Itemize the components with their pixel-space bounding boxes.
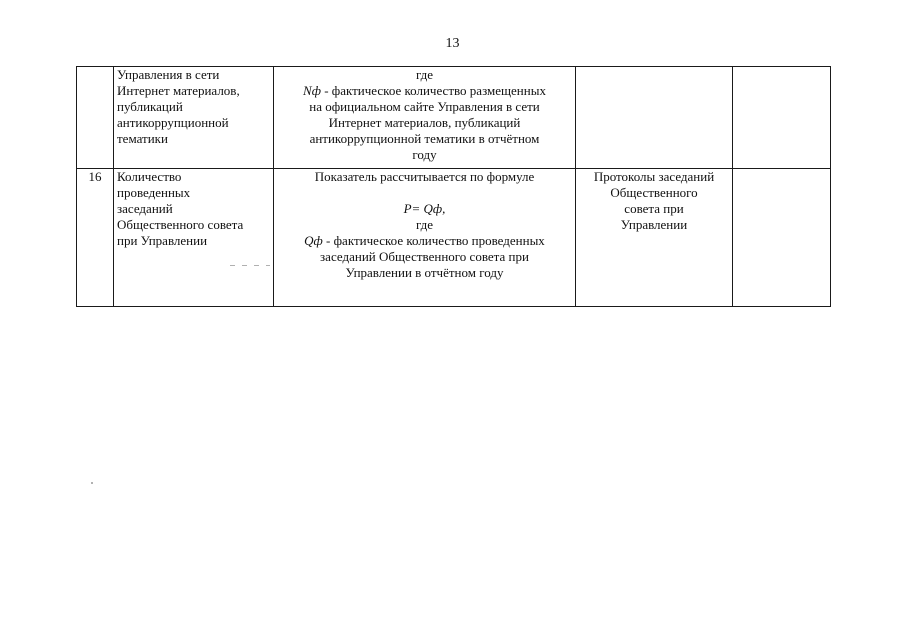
source-cell bbox=[576, 67, 733, 169]
indicators-table bbox=[76, 66, 831, 307]
formula-definition-text: - фактическое количество проведенных bbox=[322, 233, 545, 248]
source-line: Протоколы заседаний bbox=[593, 169, 715, 184]
formula-definition-line: заседаний Общественного совета при bbox=[320, 249, 529, 264]
table-row bbox=[77, 67, 831, 169]
formula-where: где bbox=[415, 67, 434, 82]
extra-cell bbox=[733, 67, 831, 169]
row-number-cell: 16 bbox=[77, 169, 114, 307]
scan-artifact bbox=[230, 265, 270, 266]
indicator-name-line: проведенных bbox=[117, 185, 191, 200]
formula-definition-line bbox=[277, 83, 572, 99]
table-row bbox=[77, 169, 831, 307]
indicator-name-line: заседаний bbox=[117, 201, 173, 216]
source-line: совета при bbox=[624, 201, 684, 216]
indicator-name-cell bbox=[114, 67, 274, 169]
source-line: Общественного bbox=[610, 185, 698, 200]
formula-intro: Показатель рассчитывается по формуле bbox=[314, 169, 535, 184]
formula-equation: P= Qф, bbox=[403, 201, 446, 216]
formula-definition-text: - фактическое количество размещенных bbox=[320, 83, 546, 98]
formula-spacer bbox=[277, 185, 572, 201]
row-number-cell bbox=[77, 67, 114, 169]
indicator-name-cell bbox=[114, 169, 274, 307]
source-cell bbox=[576, 169, 733, 307]
indicator-name-line: при Управлении bbox=[117, 233, 208, 248]
extra-cell bbox=[733, 169, 831, 307]
formula-definition-line: году bbox=[412, 147, 437, 162]
indicator-name-line: Общественного совета bbox=[117, 217, 244, 232]
formula-definition-line: Управлении в отчётном году bbox=[345, 265, 504, 280]
formula-definition-line: антикоррупционной тематики в отчётном bbox=[309, 131, 540, 146]
formula-definition-line bbox=[277, 233, 572, 249]
indicator-name-line: публикаций bbox=[117, 99, 183, 114]
formula-cell bbox=[274, 169, 576, 307]
indicator-name-line: Количество bbox=[117, 169, 182, 184]
indicator-name-line: Управления в сети bbox=[117, 67, 220, 82]
formula-variable: Nф bbox=[303, 83, 321, 98]
indicator-name-line: антикоррупционной bbox=[117, 115, 229, 130]
formula-where: где bbox=[415, 217, 434, 232]
formula-variable: Qф bbox=[304, 233, 323, 248]
page-number: 13 bbox=[445, 36, 460, 51]
indicator-name-line: тематики bbox=[117, 131, 168, 146]
scan-artifact bbox=[91, 482, 93, 484]
source-line: Управлении bbox=[620, 217, 688, 232]
indicator-name-line: Интернет материалов, bbox=[117, 83, 240, 98]
formula-definition-line: Интернет материалов, публикаций bbox=[328, 115, 521, 130]
formula-definition-line: на официальном сайте Управления в сети bbox=[309, 99, 540, 114]
formula-cell bbox=[274, 67, 576, 169]
